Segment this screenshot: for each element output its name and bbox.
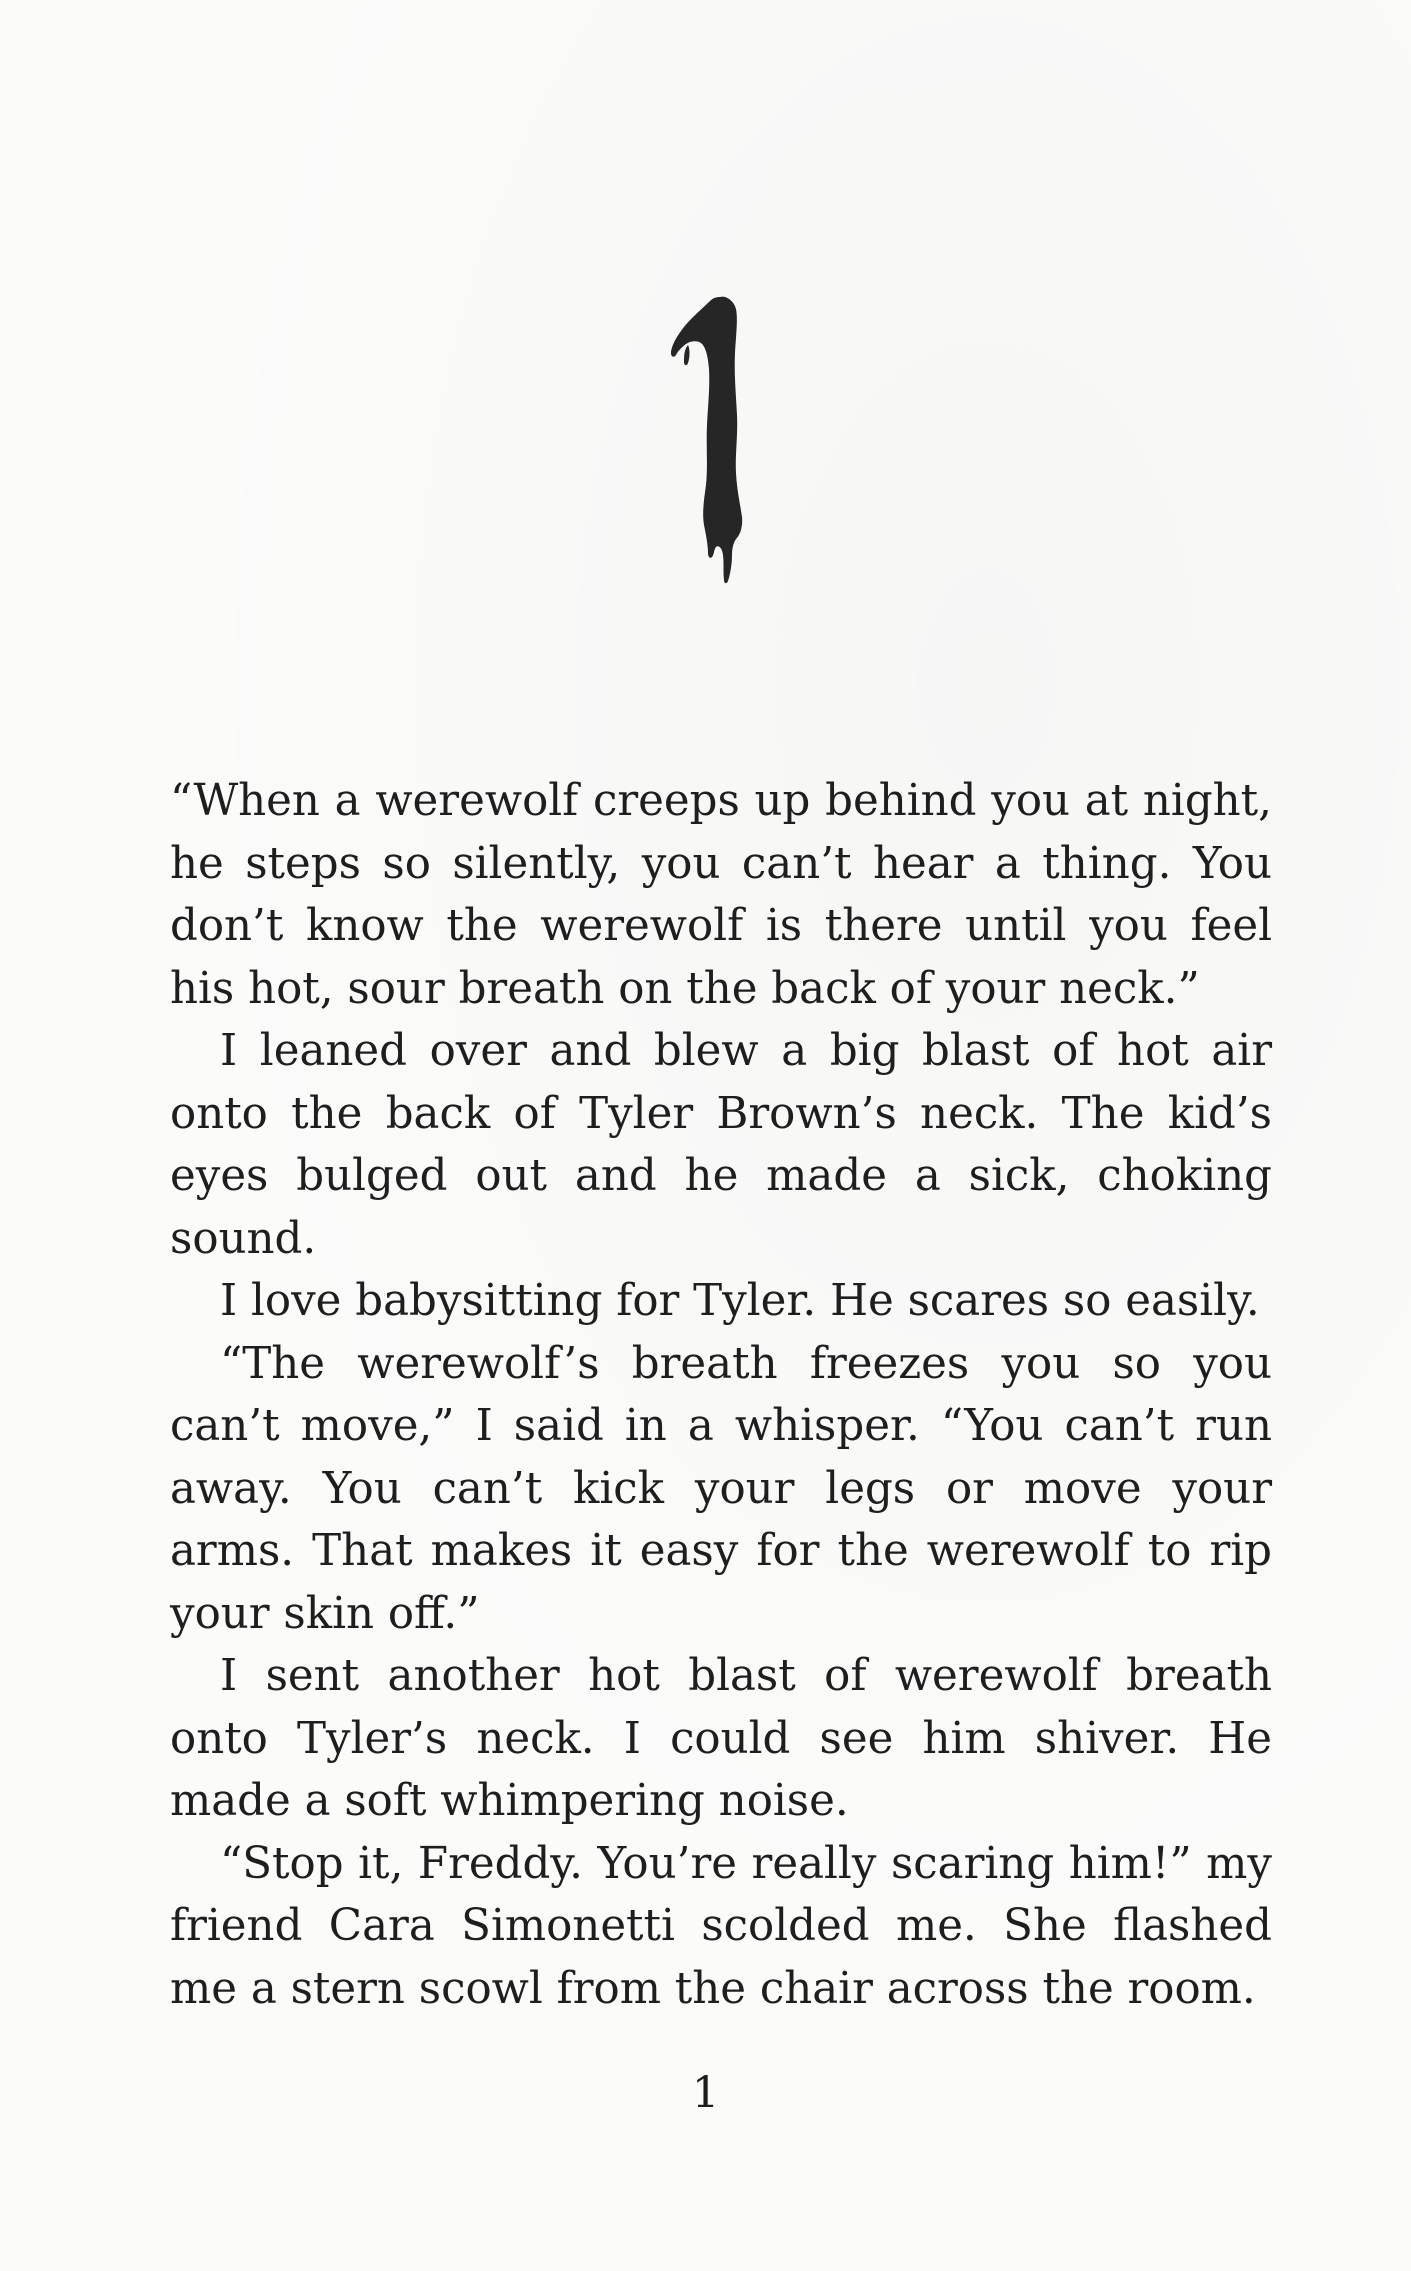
page-number: 1	[691, 2068, 720, 2118]
drippy-numeral-one-icon	[668, 295, 768, 585]
paragraph: “The werewolf’s breath freezes you so you can’t move,” I said in a whisper. “You can’t run away. You can’t kick your legs or move your arms. That makes it easy for the werewolf to rip your skin off.”	[170, 1338, 1272, 1639]
paragraph: I leaned over and blew a big blast of hot air onto the back of Tyler Brown’s neck. The kid’s eyes bulged out and he made a sick, choking sound.	[170, 1026, 1272, 1264]
paragraph: “Stop it, Freddy. You’re really scaring him!” my friend Cara Simonetti scolded me. She flashed me a stern scowl from the chair across the room.	[170, 1838, 1272, 2014]
paragraph: I sent another hot blast of werewolf breath onto Tyler’s neck. I could see him shiver. He made a soft whimpering noise.	[170, 1651, 1272, 1826]
paragraph: “When a werewolf creeps up behind you at night, he steps so silently, you can’t hear a thing. You don’t know the werewolf is there until you feel his hot, sour breath on the back of your neck.”	[170, 776, 1272, 1014]
story-text	[170, 770, 1272, 2020]
paragraph: I love babysitting for Tyler. He scares so easily.	[220, 1276, 1260, 1326]
